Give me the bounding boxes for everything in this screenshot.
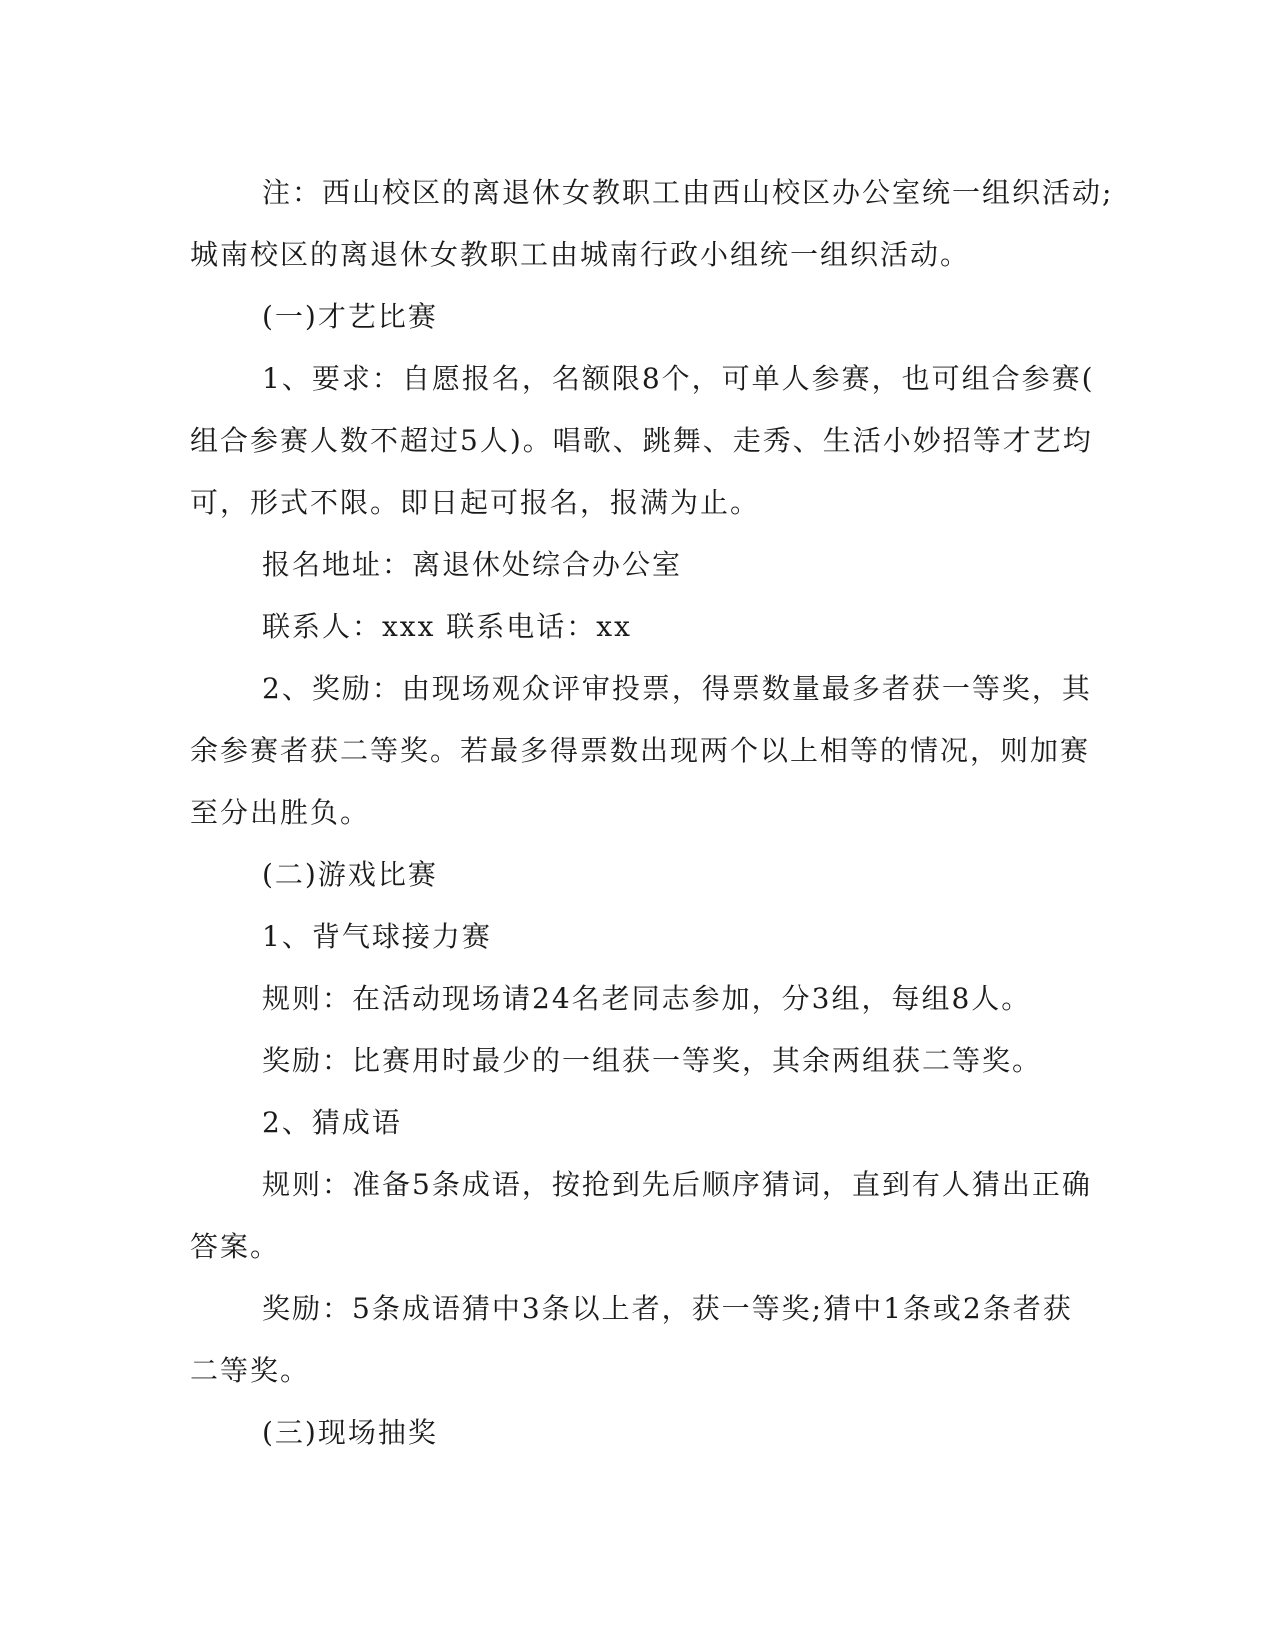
- note-line-1: 注：西山校区的离退休女教职工由西山校区办公室统一组织活动;: [262, 176, 1114, 209]
- section-heading-talent: (一)才艺比赛: [262, 300, 438, 333]
- talent-requirement-line-2: 组合参赛人数不超过5人)。唱歌、跳舞、走秀、生活小妙招等才艺均: [190, 424, 1093, 457]
- section-heading-lottery: (三)现场抽奖: [262, 1416, 438, 1449]
- game-1-rules: 规则：在活动现场请24名老同志参加，分3组，每组8人。: [262, 982, 1032, 1015]
- talent-reward-line-1: 2、奖励：由现场观众评审投票，得票数量最多者获一等奖，其: [262, 672, 1092, 705]
- game-2-rules-line-2: 答案。: [190, 1230, 281, 1263]
- talent-requirement-line-1: 1、要求：自愿报名，名额限8个，可单人参赛，也可组合参赛(: [262, 362, 1095, 395]
- talent-requirement-line-3: 可，形式不限。即日起可报名，报满为止。: [190, 486, 761, 519]
- game-1-reward: 奖励：比赛用时最少的一组获一等奖，其余两组获二等奖。: [262, 1044, 1043, 1077]
- note-line-2: 城南校区的离退休女教职工由城南行政小组统一组织活动。: [190, 238, 971, 271]
- talent-reward-line-3: 至分出胜负。: [190, 796, 371, 829]
- talent-reward-line-2: 余参赛者获二等奖。若最多得票数出现两个以上相等的情况，则加赛: [190, 734, 1091, 767]
- game-2-reward-line-2: 二等奖。: [190, 1354, 311, 1387]
- game-2-reward-line-1: 奖励：5条成语猜中3条以上者，获一等奖;猜中1条或2条者获: [262, 1292, 1073, 1325]
- registration-address: 报名地址：离退休处综合办公室: [262, 548, 683, 581]
- game-2-rules-line-1: 规则：准备5条成语，按抢到先后顺序猜词，直到有人猜出正确: [262, 1168, 1092, 1201]
- document-body: [190, 162, 1114, 1464]
- game-2-title: 2、猜成语: [262, 1106, 402, 1139]
- game-1-title: 1、背气球接力赛: [262, 920, 492, 953]
- section-heading-games: (二)游戏比赛: [262, 858, 438, 891]
- contact-line: 联系人：xxx 联系电话：xx: [262, 610, 632, 643]
